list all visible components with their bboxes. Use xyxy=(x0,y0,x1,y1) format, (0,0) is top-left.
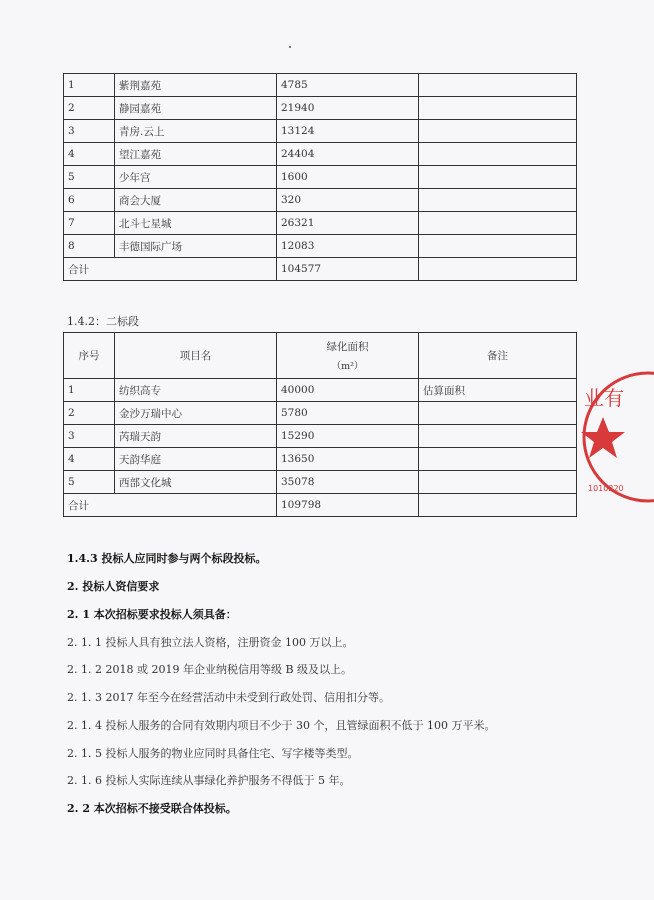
table-header-row xyxy=(64,333,577,379)
table-total-row xyxy=(64,258,577,281)
cell-no: 4 xyxy=(64,448,115,471)
header-area xyxy=(277,333,419,379)
heading-2-1: 2. 1 本次招标要求投标人须具备： xyxy=(67,608,237,621)
cell-area: 12083 xyxy=(277,235,419,258)
cell-note xyxy=(419,402,577,425)
cell-name: 青房.云上 xyxy=(115,120,277,143)
table-row xyxy=(64,74,577,97)
cell-no: 4 xyxy=(64,143,115,166)
cell-area: 40000 xyxy=(277,379,419,402)
cell-name: 金沙万瑞中心 xyxy=(115,402,277,425)
header-area-label: 绿化面积 xyxy=(326,341,369,353)
cell-name: 纺织高专 xyxy=(115,379,277,402)
table-row xyxy=(64,425,577,448)
scan-speck xyxy=(289,46,291,48)
cell-name: 望江嘉苑 xyxy=(115,143,277,166)
svg-text:业有: 业有 xyxy=(584,386,624,410)
cell-note xyxy=(419,425,577,448)
cell-area: 35078 xyxy=(277,471,419,494)
cell-area: 320 xyxy=(277,189,419,212)
table-row xyxy=(64,448,577,471)
cell-note xyxy=(419,235,577,258)
section-2-table xyxy=(63,332,577,517)
table-row xyxy=(64,212,577,235)
cell-name: 天韵华庭 xyxy=(115,448,277,471)
table-row xyxy=(64,166,577,189)
total-value: 109798 xyxy=(277,494,419,517)
table-row xyxy=(64,402,577,425)
cell-note xyxy=(419,166,577,189)
cell-note xyxy=(419,143,577,166)
para-2-1-5: 2. 1. 5 投标人服务的物业应同时具备住宅、写字楼等类型。 xyxy=(67,747,359,760)
cell-name: 西部文化城 xyxy=(115,471,277,494)
company-seal xyxy=(578,355,654,525)
cell-note xyxy=(419,120,577,143)
cell-no: 1 xyxy=(64,379,115,402)
cell-area: 21940 xyxy=(277,97,419,120)
header-name: 项目名 xyxy=(115,333,277,379)
cell-note xyxy=(419,212,577,235)
table-row xyxy=(64,189,577,212)
header-area-unit: （m²） xyxy=(331,361,364,372)
cell-no: 6 xyxy=(64,189,115,212)
cell-area: 13124 xyxy=(277,120,419,143)
cell-no: 2 xyxy=(64,97,115,120)
cell-note xyxy=(419,448,577,471)
table-row xyxy=(64,120,577,143)
svg-text:1010220: 1010220 xyxy=(588,484,624,493)
cell-name: 静园嘉苑 xyxy=(115,97,277,120)
cell-no: 5 xyxy=(64,166,115,189)
cell-area: 13650 xyxy=(277,448,419,471)
cell-name: 商会大厦 xyxy=(115,189,277,212)
cell-area: 4785 xyxy=(277,74,419,97)
cell-no: 7 xyxy=(64,212,115,235)
cell-note xyxy=(419,471,577,494)
cell-area: 15290 xyxy=(277,425,419,448)
cell-no: 1 xyxy=(64,74,115,97)
cell-note xyxy=(419,189,577,212)
total-note xyxy=(419,494,577,517)
table-row xyxy=(64,379,577,402)
total-note xyxy=(419,258,577,281)
para-2-1-1: 2. 1. 1 投标人具有独立法人资格，注册资金 100 万以上。 xyxy=(67,636,354,649)
cell-area: 1600 xyxy=(277,166,419,189)
table-row xyxy=(64,471,577,494)
table-row xyxy=(64,235,577,258)
table-total-row xyxy=(64,494,577,517)
cell-no: 8 xyxy=(64,235,115,258)
table-row xyxy=(64,143,577,166)
heading-2: 2. 投标人资信要求 xyxy=(67,580,160,593)
section-1-table xyxy=(63,73,577,281)
section-142-label: 1.4.2：二标段 xyxy=(67,315,139,328)
cell-note xyxy=(419,74,577,97)
cell-name: 芮瑞天韵 xyxy=(115,425,277,448)
para-1-4-3: 1.4.3 投标人应同时参与两个标段投标。 xyxy=(67,552,267,565)
cell-no: 3 xyxy=(64,425,115,448)
cell-area: 24404 xyxy=(277,143,419,166)
total-label: 合计 xyxy=(64,258,277,281)
cell-note xyxy=(419,97,577,120)
cell-name: 丰德国际广场 xyxy=(115,235,277,258)
header-no: 序号 xyxy=(64,333,115,379)
cell-no: 2 xyxy=(64,402,115,425)
para-2-1-6: 2. 1. 6 投标人实际连续从事绿化养护服务不得低于 5 年。 xyxy=(67,774,351,787)
cell-area: 26321 xyxy=(277,212,419,235)
para-2-1-2: 2. 1. 2 2018 或 2019 年企业纳税信用等级 B 级及以上。 xyxy=(67,663,353,676)
header-note: 备注 xyxy=(419,333,577,379)
para-2-1-4: 2. 1. 4 投标人服务的合同有效期内项目不少于 30 个，且管绿面积不低于 100 万平米。 xyxy=(67,719,496,732)
cell-name: 少年宫 xyxy=(115,166,277,189)
cell-area: 5780 xyxy=(277,402,419,425)
cell-no: 5 xyxy=(64,471,115,494)
total-value: 104577 xyxy=(277,258,419,281)
cell-name: 紫荆嘉苑 xyxy=(115,74,277,97)
heading-2-2: 2. 2 本次招标不接受联合体投标。 xyxy=(67,802,237,815)
para-2-1-3: 2. 1. 3 2017 年至今在经营活动中未受到行政处罚、信用扣分等。 xyxy=(67,691,390,704)
seal-graphic xyxy=(578,355,654,525)
table-row xyxy=(64,97,577,120)
cell-note: 估算面积 xyxy=(419,379,577,402)
cell-no: 3 xyxy=(64,120,115,143)
cell-name: 北斗七星城 xyxy=(115,212,277,235)
total-label: 合计 xyxy=(64,494,277,517)
